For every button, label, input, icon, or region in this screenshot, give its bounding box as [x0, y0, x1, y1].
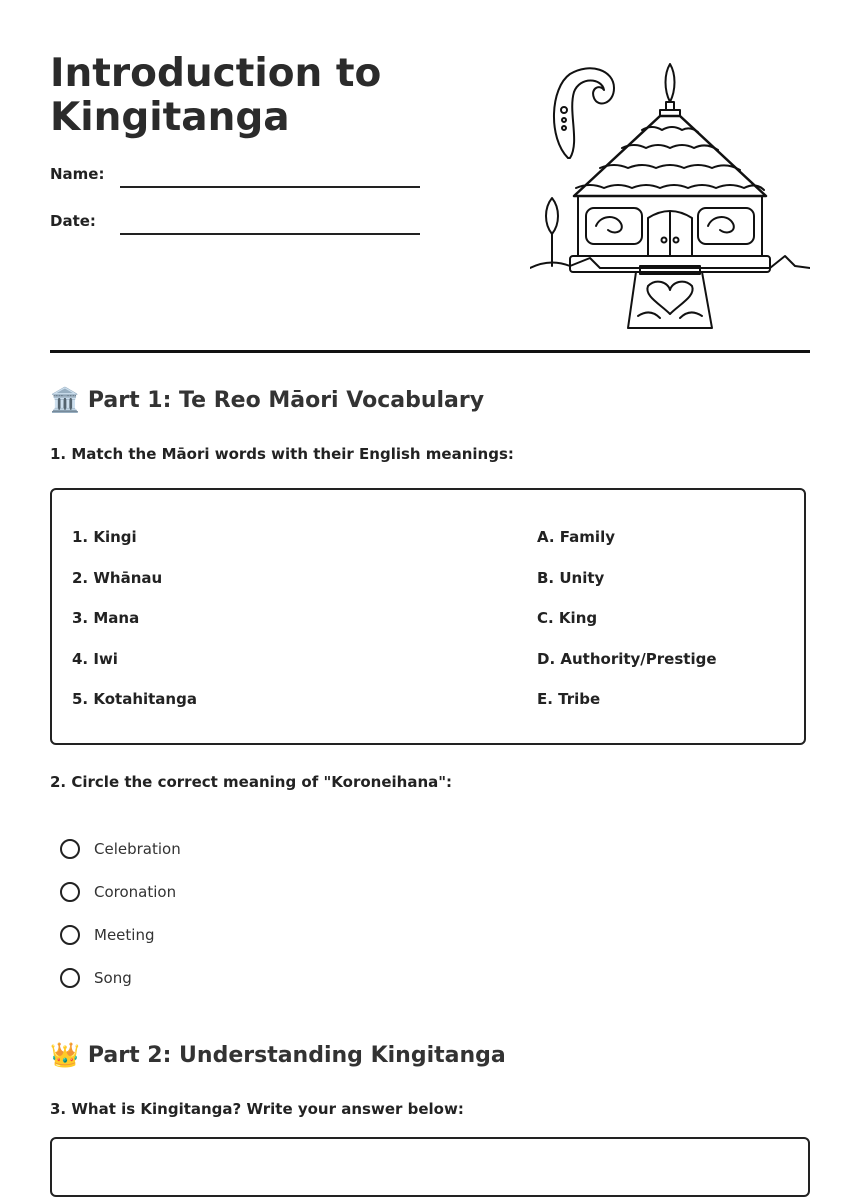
option-label: Song [94, 969, 132, 987]
option-meeting[interactable] [60, 925, 154, 945]
classical-building-icon: 🏛️ [50, 386, 80, 414]
option-label: Celebration [94, 840, 181, 858]
option-coronation[interactable] [60, 882, 176, 902]
question-3: 3. What is Kingitanga? Write your answer below: [50, 1100, 464, 1118]
radio-circle-icon[interactable] [60, 925, 80, 945]
match-right-a[interactable]: A. Family [537, 528, 615, 546]
title-line-2: Kingitanga [50, 95, 290, 140]
radio-circle-icon[interactable] [60, 839, 80, 859]
match-left-2[interactable]: 2. Whānau [72, 569, 163, 587]
part2-title [50, 1041, 506, 1069]
date-label: Date: [50, 212, 96, 230]
part2-title-text: Part 2: Understanding Kingitanga [87, 1042, 506, 1068]
match-left-5[interactable]: 5. Kotahitanga [72, 690, 197, 708]
wharenui-illustration-icon [530, 58, 810, 330]
name-label: Name: [50, 165, 105, 183]
match-left-4[interactable]: 4. Iwi [72, 650, 118, 668]
match-right-b[interactable]: B. Unity [537, 569, 605, 587]
section-divider [50, 350, 810, 353]
question-1: 1. Match the Māori words with their English meanings: [50, 445, 514, 463]
match-left-3[interactable]: 3. Mana [72, 609, 140, 627]
title-line-1: Introduction to [50, 51, 382, 96]
question-2: 2. Circle the correct meaning of "Koroneihana": [50, 773, 453, 791]
match-right-e[interactable]: E. Tribe [537, 690, 601, 708]
match-left-1[interactable]: 1. Kingi [72, 528, 137, 546]
date-field[interactable] [120, 233, 420, 235]
answer-textarea[interactable] [50, 1137, 810, 1197]
part1-title-text: Part 1: Te Reo Māori Vocabulary [87, 387, 485, 413]
name-field[interactable] [120, 186, 420, 188]
option-celebration[interactable] [60, 839, 181, 859]
crown-icon: 👑 [50, 1041, 80, 1069]
match-right-d[interactable]: D. Authority/Prestige [537, 650, 717, 668]
option-song[interactable] [60, 968, 132, 988]
match-right-c[interactable]: C. King [537, 609, 598, 627]
option-label: Coronation [94, 883, 177, 901]
page-title [50, 52, 490, 140]
part1-title [50, 386, 484, 414]
option-label: Meeting [94, 926, 155, 944]
radio-circle-icon[interactable] [60, 882, 80, 902]
radio-circle-icon[interactable] [60, 968, 80, 988]
